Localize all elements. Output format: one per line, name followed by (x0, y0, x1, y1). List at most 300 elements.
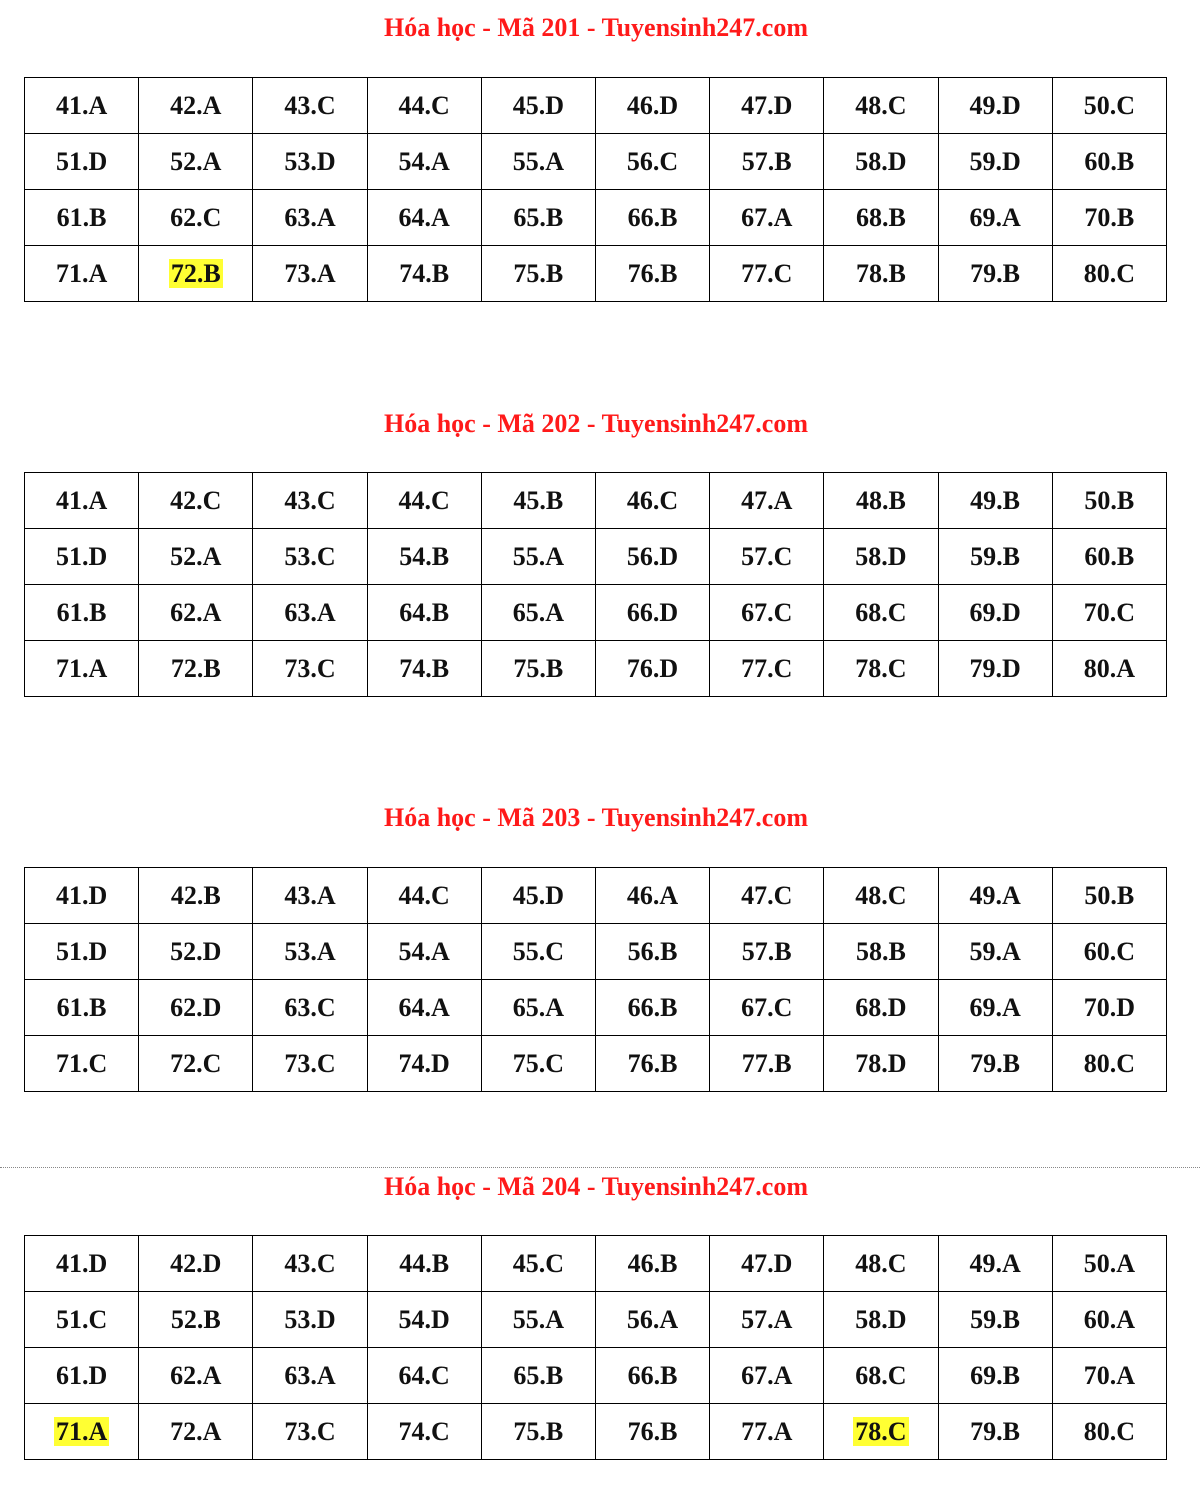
answer-cell (481, 473, 595, 529)
answer-text: 56.A (626, 1304, 679, 1334)
answer-text: 74.C (398, 1416, 450, 1446)
answer-text: 66.D (626, 597, 679, 627)
answer-cell (824, 868, 938, 924)
answer-text: 52.D (170, 936, 222, 966)
answer-text: 58.D (855, 146, 907, 176)
answer-cell (824, 134, 938, 190)
answer-text: 65.B (513, 202, 564, 232)
answer-cell (710, 78, 824, 134)
answer-cell (253, 868, 367, 924)
answer-text: 41.D (55, 880, 108, 910)
answer-text: 61.B (56, 992, 107, 1022)
answer-cell (25, 980, 139, 1036)
answer-cell (139, 134, 253, 190)
answer-text: 50.C (1083, 90, 1135, 120)
answer-text: 65.A (512, 597, 564, 627)
answer-text: 44.C (398, 880, 450, 910)
answer-text: 55.A (512, 1304, 564, 1334)
answer-text: 55.A (512, 541, 564, 571)
table-row (25, 585, 1167, 641)
answer-cell (481, 641, 595, 697)
answer-cell (367, 529, 481, 585)
answer-text: 64.A (398, 992, 450, 1022)
answer-text: 47.D (741, 1248, 793, 1278)
answer-cell (710, 190, 824, 246)
answer-cell (595, 1236, 709, 1292)
answer-cell (595, 980, 709, 1036)
answer-cell (938, 924, 1052, 980)
answer-cell (139, 473, 253, 529)
answer-text: 52.A (170, 541, 222, 571)
answer-cell (1052, 868, 1166, 924)
answer-cell (595, 473, 709, 529)
answer-text: 50.B (1084, 880, 1135, 910)
answer-cell (139, 190, 253, 246)
answer-cell (938, 190, 1052, 246)
answer-cell (25, 924, 139, 980)
answer-text: 75.C (512, 1048, 564, 1078)
answer-cell (710, 1404, 824, 1460)
answer-cell (139, 1348, 253, 1404)
answer-text: 68.B (855, 202, 906, 232)
answer-text: 55.C (512, 936, 564, 966)
answer-text: 66.B (627, 992, 678, 1022)
answer-text: 59.B (970, 541, 1021, 571)
answer-text: 46.A (626, 880, 679, 910)
answer-cell (367, 1236, 481, 1292)
answer-text: 57.B (741, 936, 792, 966)
answer-cell (253, 980, 367, 1036)
answer-cell (824, 980, 938, 1036)
answer-text: 43.C (284, 90, 336, 120)
table-row (25, 868, 1167, 924)
table-row (25, 924, 1167, 980)
answer-text: 52.B (170, 1304, 221, 1334)
answer-cell (595, 134, 709, 190)
answer-cell (25, 1036, 139, 1092)
answer-text: 63.A (284, 1360, 336, 1390)
answer-text: 46.B (627, 1248, 678, 1278)
answer-cell (253, 134, 367, 190)
answer-cell (824, 1348, 938, 1404)
answer-text: 63.A (284, 202, 336, 232)
answer-text: 75.B (513, 258, 564, 288)
answer-cell (367, 1292, 481, 1348)
answer-cell (938, 246, 1052, 302)
answer-cell (824, 1292, 938, 1348)
answer-cell (938, 868, 1052, 924)
answer-text: 41.A (55, 90, 108, 120)
answer-text: 56.C (626, 146, 679, 176)
answer-cell (595, 1348, 709, 1404)
answer-cell (710, 1236, 824, 1292)
answer-cell (595, 641, 709, 697)
answer-text: 59.B (970, 1304, 1021, 1334)
answer-text: 57.A (741, 1304, 793, 1334)
answer-text: 48.C (855, 90, 907, 120)
answer-text: 66.B (627, 1360, 678, 1390)
answer-cell (367, 78, 481, 134)
answer-text: 63.A (284, 597, 336, 627)
answer-text: 41.D (55, 1248, 108, 1278)
answer-cell (139, 641, 253, 697)
answer-cell (25, 190, 139, 246)
answer-text: 60.B (1084, 146, 1135, 176)
answer-cell (595, 1292, 709, 1348)
answer-text: 60.C (1083, 936, 1135, 966)
answer-text: 68.C (855, 1360, 907, 1390)
answer-text: 51.D (55, 146, 108, 176)
answer-cell (253, 1292, 367, 1348)
answer-cell (595, 924, 709, 980)
answer-cell (1052, 529, 1166, 585)
answer-cell (824, 585, 938, 641)
answer-cell (25, 1236, 139, 1292)
answer-cell (367, 246, 481, 302)
answer-text: 48.C (855, 880, 907, 910)
answer-text: 51.D (55, 541, 108, 571)
answer-text: 79.B (970, 1048, 1021, 1078)
answer-text: 67.A (741, 1360, 793, 1390)
answer-cell (710, 980, 824, 1036)
answer-cell (367, 980, 481, 1036)
answer-cell (253, 924, 367, 980)
answer-text: 77.A (741, 1416, 793, 1446)
answer-cell (824, 473, 938, 529)
answer-text: 57.C (741, 541, 793, 571)
answer-text: 72.C (170, 1048, 222, 1078)
table-row (25, 473, 1167, 529)
answer-text: 45.B (513, 485, 564, 515)
answer-cell (824, 529, 938, 585)
answer-cell (139, 1236, 253, 1292)
answer-cell (938, 1292, 1052, 1348)
answer-cell (710, 1036, 824, 1092)
answer-text: 65.B (513, 1360, 564, 1390)
answer-text: 69.A (969, 992, 1021, 1022)
answer-text: 62.A (170, 597, 222, 627)
answer-cell (367, 1404, 481, 1460)
answer-text: 74.D (398, 1048, 450, 1078)
answer-text: 49.A (969, 880, 1021, 910)
answer-cell (25, 246, 139, 302)
answer-cell (1052, 1292, 1166, 1348)
answer-cell (253, 585, 367, 641)
answer-cell (481, 246, 595, 302)
answer-cell (481, 924, 595, 980)
answer-text: 59.D (969, 146, 1021, 176)
answer-text: 53.D (284, 146, 336, 176)
answer-text: 69.B (970, 1360, 1021, 1390)
answer-cell (595, 585, 709, 641)
answer-cell (481, 980, 595, 1036)
answer-text: 76.B (627, 258, 678, 288)
answer-text: 75.B (513, 1416, 564, 1446)
answer-cell (1052, 980, 1166, 1036)
answer-text: 43.C (284, 485, 336, 515)
answer-text: 80.C (1083, 1416, 1135, 1446)
answer-cell (139, 1404, 253, 1460)
answer-cell (710, 641, 824, 697)
answer-text: 68.C (855, 597, 907, 627)
section-title: Hóa học - Mã 201 - Tuyensinh247.com (384, 13, 808, 42)
answer-text: 47.A (741, 485, 793, 515)
answer-text: 69.A (969, 202, 1021, 232)
answer-cell (595, 1404, 709, 1460)
answer-text: 45.C (512, 1248, 564, 1278)
answer-cell (481, 529, 595, 585)
answer-text: 71.A (55, 653, 108, 683)
answer-cell (139, 78, 253, 134)
answer-text: 78.C (855, 1416, 907, 1446)
table-row (25, 1236, 1167, 1292)
answer-cell (253, 246, 367, 302)
answer-cell (595, 868, 709, 924)
answer-text: 65.A (512, 992, 564, 1022)
answer-text: 58.D (855, 541, 907, 571)
answer-cell (481, 1348, 595, 1404)
answer-cell (824, 1236, 938, 1292)
answer-text: 46.C (626, 485, 679, 515)
answer-cell (367, 134, 481, 190)
answer-text: 73.C (284, 653, 336, 683)
answer-cell (139, 1292, 253, 1348)
answer-text: 43.C (284, 1248, 336, 1278)
answer-cell (824, 924, 938, 980)
answer-cell (710, 529, 824, 585)
answer-text: 74.B (399, 653, 450, 683)
answer-text: 70.C (1083, 597, 1135, 627)
answer-text: 44.C (398, 90, 450, 120)
answer-cell (25, 78, 139, 134)
answer-text: 64.B (399, 597, 450, 627)
answer-text: 53.C (284, 541, 336, 571)
table-row (25, 641, 1167, 697)
answer-cell (481, 1292, 595, 1348)
answer-cell (824, 190, 938, 246)
answer-cell (938, 980, 1052, 1036)
section-title: Hóa học - Mã 203 - Tuyensinh247.com (384, 803, 808, 832)
answer-text: 51.C (55, 1304, 108, 1334)
table-row (25, 246, 1167, 302)
answer-text: 70.A (1083, 1360, 1135, 1390)
answer-cell (481, 78, 595, 134)
answer-cell (367, 1036, 481, 1092)
answer-cell (25, 868, 139, 924)
answer-text: 41.A (55, 485, 108, 515)
answer-cell (367, 473, 481, 529)
answer-cell (938, 473, 1052, 529)
answer-cell (367, 641, 481, 697)
answer-text: 54.D (398, 1304, 450, 1334)
answer-text: 72.A (170, 1416, 222, 1446)
answer-text: 61.B (56, 597, 107, 627)
answer-cell (824, 1036, 938, 1092)
answer-cell (1052, 473, 1166, 529)
answer-text: 56.D (626, 541, 679, 571)
answer-cell (139, 868, 253, 924)
answer-text: 59.A (969, 936, 1021, 966)
answer-cell (1052, 134, 1166, 190)
answer-text: 75.B (513, 653, 564, 683)
answer-text: 62.C (170, 202, 222, 232)
answer-cell (1052, 1404, 1166, 1460)
answer-cell (481, 134, 595, 190)
answer-cell (367, 924, 481, 980)
answer-text: 44.C (398, 485, 450, 515)
answer-text: 76.B (627, 1416, 678, 1446)
answer-text: 67.C (741, 992, 793, 1022)
answer-cell (481, 190, 595, 246)
table-row (25, 980, 1167, 1036)
answer-text: 55.A (512, 146, 564, 176)
table-row (25, 1036, 1167, 1092)
answer-cell (139, 1036, 253, 1092)
answer-text: 63.C (284, 992, 336, 1022)
page-divider (0, 1167, 1200, 1168)
answer-text: 45.D (512, 90, 564, 120)
answer-cell (1052, 585, 1166, 641)
answer-cell (1052, 78, 1166, 134)
table-row (25, 1404, 1167, 1460)
answer-cell (1052, 1236, 1166, 1292)
answer-text: 78.D (855, 1048, 907, 1078)
answer-text: 71.A (55, 1416, 108, 1446)
answer-cell (710, 1292, 824, 1348)
answer-cell (481, 868, 595, 924)
answer-text: 46.D (626, 90, 679, 120)
answer-cell (253, 1036, 367, 1092)
answer-text: 72.B (170, 653, 221, 683)
answer-cell (710, 134, 824, 190)
table-row (25, 1348, 1167, 1404)
answer-text: 62.D (170, 992, 222, 1022)
answer-text: 73.C (284, 1416, 336, 1446)
answer-cell (25, 473, 139, 529)
answer-text: 76.D (626, 653, 679, 683)
answer-cell (25, 1404, 139, 1460)
answer-cell (253, 641, 367, 697)
answer-text: 45.D (512, 880, 564, 910)
answer-table (24, 867, 1167, 1092)
answer-cell (938, 78, 1052, 134)
answer-text: 61.B (56, 202, 107, 232)
answer-text: 52.A (170, 146, 222, 176)
answer-cell (824, 246, 938, 302)
answer-text: 71.C (55, 1048, 108, 1078)
answer-text: 79.B (970, 258, 1021, 288)
answer-text: 71.A (55, 258, 108, 288)
answer-text: 80.C (1083, 1048, 1135, 1078)
answer-cell (367, 585, 481, 641)
answer-text: 74.B (399, 258, 450, 288)
answer-text: 78.B (855, 258, 906, 288)
answer-cell (938, 1404, 1052, 1460)
answer-cell (139, 585, 253, 641)
answer-cell (25, 1292, 139, 1348)
answer-text: 49.B (970, 485, 1021, 515)
answer-text: 49.D (969, 90, 1021, 120)
answer-text: 69.D (969, 597, 1021, 627)
table-row (25, 529, 1167, 585)
answer-text: 76.B (627, 1048, 678, 1078)
answer-cell (595, 78, 709, 134)
answer-cell (253, 1236, 367, 1292)
answer-text: 78.C (855, 653, 907, 683)
answer-text: 77.B (741, 1048, 792, 1078)
answer-cell (938, 134, 1052, 190)
answer-text: 77.C (741, 258, 793, 288)
answer-text: 80.C (1083, 258, 1135, 288)
answer-cell (595, 246, 709, 302)
answer-text: 42.B (170, 880, 221, 910)
answer-cell (710, 868, 824, 924)
answer-text: 47.D (741, 90, 793, 120)
table-row (25, 78, 1167, 134)
answer-text: 60.A (1083, 1304, 1135, 1334)
answer-cell (139, 246, 253, 302)
answer-text: 68.D (855, 992, 907, 1022)
answer-table (24, 472, 1167, 697)
answer-text: 56.B (627, 936, 678, 966)
answer-text: 70.B (1084, 202, 1135, 232)
answer-text: 42.A (170, 90, 222, 120)
answer-text: 54.A (398, 146, 450, 176)
answer-cell (367, 190, 481, 246)
answer-text: 53.D (284, 1304, 336, 1334)
answer-cell (253, 190, 367, 246)
answer-cell (710, 924, 824, 980)
answer-text: 47.C (741, 880, 793, 910)
answer-text: 57.B (741, 146, 792, 176)
table-row (25, 134, 1167, 190)
answer-cell (710, 1348, 824, 1404)
answer-text: 48.C (855, 1248, 907, 1278)
answer-cell (824, 78, 938, 134)
answer-text: 54.B (399, 541, 450, 571)
answer-cell (481, 585, 595, 641)
answer-text: 61.D (55, 1360, 108, 1390)
answer-cell (938, 585, 1052, 641)
answer-cell (481, 1236, 595, 1292)
answer-text: 62.A (170, 1360, 222, 1390)
answer-text: 67.C (741, 597, 793, 627)
answer-cell (1052, 246, 1166, 302)
answer-cell (25, 641, 139, 697)
table-row (25, 1292, 1167, 1348)
answer-text: 64.C (398, 1360, 450, 1390)
answer-cell (595, 190, 709, 246)
table-row (25, 190, 1167, 246)
answer-text: 50.B (1084, 485, 1135, 515)
answer-cell (595, 529, 709, 585)
answer-cell (595, 1036, 709, 1092)
answer-cell (938, 1348, 1052, 1404)
answer-text: 64.A (398, 202, 450, 232)
answer-text: 43.A (284, 880, 336, 910)
answer-cell (139, 529, 253, 585)
answer-cell (824, 641, 938, 697)
answer-text: 79.D (969, 653, 1021, 683)
answer-text: 44.B (399, 1248, 450, 1278)
answer-cell (481, 1404, 595, 1460)
section-title: Hóa học - Mã 202 - Tuyensinh247.com (384, 409, 808, 438)
answer-text: 50.A (1083, 1248, 1135, 1278)
answer-text: 73.A (284, 258, 336, 288)
answer-cell (1052, 1036, 1166, 1092)
answer-text: 60.B (1084, 541, 1135, 571)
answer-cell (25, 585, 139, 641)
